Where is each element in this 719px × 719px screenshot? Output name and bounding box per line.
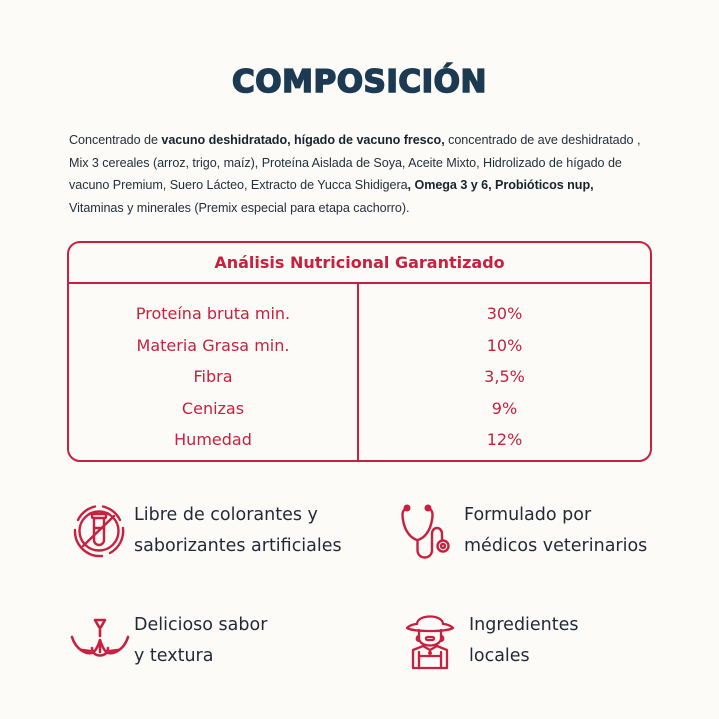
feature-line: y textura bbox=[134, 646, 214, 666]
nutrient-value: 12% bbox=[486, 430, 523, 450]
feature-local-ingredients bbox=[403, 610, 579, 672]
composition-segment: Concentrado de bbox=[69, 133, 162, 147]
farmer-icon bbox=[403, 610, 465, 672]
feature-vet-formulated bbox=[398, 500, 647, 562]
feature-line: saborizantes artificiales bbox=[134, 536, 342, 556]
composition-bold-segment: , Omega 3 y 6, Probióticos nup, bbox=[407, 178, 594, 192]
nutrient-label: Materia Grasa min. bbox=[136, 335, 290, 355]
no-colorants-icon bbox=[68, 500, 130, 562]
stethoscope-icon bbox=[398, 500, 460, 562]
nutrition-table-header: Análisis Nutricional Garantizado bbox=[69, 243, 650, 284]
composition-bold-segment: vacuno deshidratado, hígado de vacuno fresco, bbox=[161, 133, 445, 147]
nutrition-table-body bbox=[69, 284, 650, 460]
nutrition-table bbox=[67, 241, 652, 462]
nutrient-value: 10% bbox=[486, 335, 523, 355]
nutrient-label: Fibra bbox=[193, 367, 233, 387]
feature-text bbox=[469, 610, 579, 672]
feature-no-colorants bbox=[68, 500, 342, 562]
nutrient-value: 3,5% bbox=[484, 367, 525, 387]
nutrient-value: 30% bbox=[486, 304, 523, 324]
composition-segment: Vitaminas y minerales (Premix especial para etapa cachorro). bbox=[69, 200, 410, 215]
nutrient-label: Cenizas bbox=[181, 398, 245, 418]
feature-line: Libre de colorantes y bbox=[134, 505, 318, 525]
feature-line: Delicioso sabor bbox=[134, 615, 268, 635]
composition-segment: Mix 3 cereales (arroz, trigo, maíz), Proteína Aislada de Soya, Aceite Mixto, Hidrolizado de hígado de bbox=[69, 155, 622, 170]
feature-line: Ingredientes bbox=[469, 615, 579, 635]
feature-line: médicos veterinarios bbox=[464, 536, 648, 556]
dog-tongue-icon bbox=[68, 610, 130, 672]
nutrient-label: Humedad bbox=[174, 430, 252, 450]
feature-text bbox=[134, 500, 342, 562]
nutrient-label: Proteína bruta min. bbox=[135, 304, 291, 324]
feature-text bbox=[134, 610, 267, 672]
composition-text bbox=[69, 129, 669, 219]
nutrient-value: 9% bbox=[491, 398, 518, 418]
page-title: COMPOSICIÓN bbox=[232, 64, 487, 100]
nutrition-values-column bbox=[359, 284, 650, 460]
feature-line: Formulado por bbox=[464, 505, 592, 525]
nutrition-labels-column bbox=[69, 284, 359, 460]
feature-line: locales bbox=[469, 646, 530, 666]
composition-segment: vacuno Premium, Suero Lácteo, Extracto de Yucca Shidigera bbox=[69, 178, 408, 192]
feature-text bbox=[464, 500, 647, 562]
composition-segment: concentrado de ave deshidratado , bbox=[444, 133, 641, 147]
feature-delicious-flavor bbox=[68, 610, 267, 672]
